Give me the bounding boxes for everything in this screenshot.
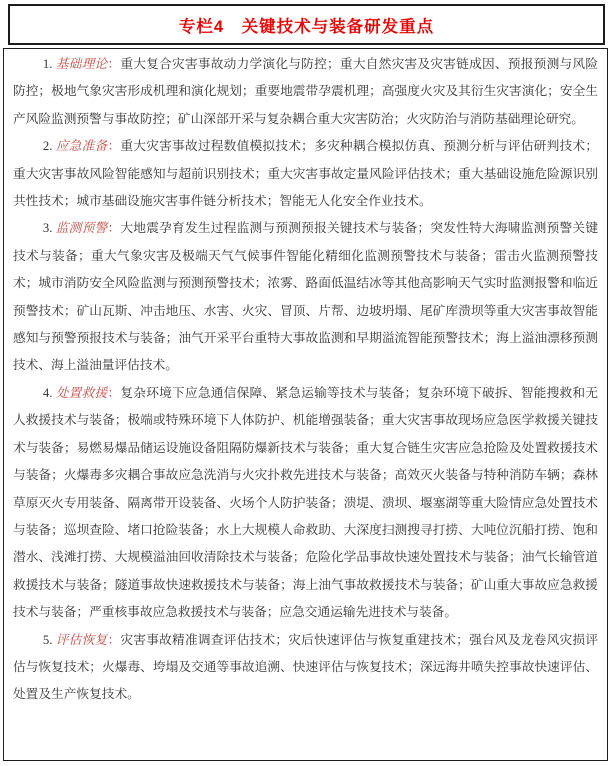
paragraph-basic-theory	[13, 51, 598, 133]
paragraph-text: 重大复合灾害事故动力学演化与防控；重大自然灾害及灾害链成因、预报预测与风险防控；极地气象灾害形成机理和演化规划；重要地震带孕震机理；高强度火灾及其衍生灾害演化；安全生产风险监测预警与事故防控；矿山深部开采与复杂耦合重大灾害防治；火灾防治与消防基础理论研究。	[13, 57, 599, 126]
paragraph-number: 5.	[42, 632, 53, 647]
paragraph-keyword: 处置救援	[55, 385, 108, 400]
paragraph-number: 2.	[42, 139, 53, 154]
paragraph-disposal-rescue	[13, 380, 598, 627]
paragraph-keyword: 监测预警	[55, 221, 108, 236]
panel-title-box	[8, 4, 605, 45]
paragraph-colon: ：	[107, 57, 121, 71]
paragraph-text: 重大灾害事故过程数值模拟技术；多灾种耦合模拟仿真、预测分析与评估研判技术；重大灾害事故风险智能感知与超前识别技术；重大灾害事故定量风险评估技术；重大基础设施危险源识别共性技术；城市基础设施灾害事件链分析技术；智能无人化安全作业技术。	[13, 139, 599, 209]
paragraph-colon: ：	[107, 385, 121, 400]
paragraph-emergency-preparedness	[13, 133, 598, 215]
paragraph-colon: ：	[107, 632, 121, 647]
paragraph-number: 3.	[42, 221, 53, 236]
panel-body-box	[3, 48, 608, 761]
paragraph-colon: ：	[107, 139, 121, 154]
paragraph-text: 大地震孕育发生过程监测与预测预报关键技术与装备；突发性特大海啸监测预警关键技术与装备；重大气象灾害及极端天气气候事件智能化精细化监测预警技术与装备；雷击火监测预警技术；城市消防安全风险监测与预测预警技术；浓雾、路面低温结冰等其他高影响天气实时监测报警和临近预警技术；矿山瓦斯、冲击地压、水害、火灾、冒顶、片帮、边坡坍塌、尾矿库溃坝等重大灾害事故智能感知与预警预报技术与装备；油气开采平台重特大事故监测和早期溢流智能预警技术；海上溢油漂移预测技术、海上溢油量评估技术。	[13, 221, 599, 373]
paragraph-keyword: 基础理论	[55, 57, 108, 71]
paragraph-keyword: 评估恢复	[55, 632, 108, 647]
paragraph-number: 4.	[42, 385, 53, 400]
paragraph-assessment-recovery	[13, 627, 598, 709]
panel-title: 专栏4 关键技术与装备研发重点	[178, 17, 435, 36]
paragraph-colon: ：	[107, 221, 121, 236]
paragraph-text: 灾害事故精准调查评估技术；灾后快速评估与恢复重建技术；强台风及龙卷风灾损评估与恢复技术；火爆毒、垮塌及交通等事故追溯、快速评估与恢复技术；深远海井喷失控事故快速评估、处置及生产恢复技术。	[13, 632, 599, 702]
paragraph-keyword: 应急准备	[55, 139, 108, 154]
paragraph-monitoring-warning	[13, 215, 598, 379]
paragraph-text: 复杂环境下应急通信保障、紧急运输等技术与装备；复杂环境下破拆、智能搜救和无人救援技术与装备；极端或特殊环境下人体防护、机能增强装备；重大灾害事故现场应急医学救援关键技术与装备；易燃易爆品储运设施设备阻隔防爆新技术与装备；重大复合链生灾害应急抢险及处置救援技术与装备；火爆毒多灾耦合事故应急洗消与火灾扑救先进技术与装备；高效灭火装备与特种消防车辆；森林草原灭火专用装备、隔离带开设装备、火场个人防护装备；溃堤、溃坝、堰塞湖等重大险情应急处置技术与装备；巡坝查险、堵口抢险装备；水上大规模人命救助、大深度扫测搜寻打捞、大吨位沉船打捞、饱和潜水、浅滩打捞、大规模溢油回收清除技术与装备；危险化学品事故快速处置技术与装备；油气长输管道救援技术与装备；隧道事故快速救援技术与装备；海上油气事故救援技术与装备；矿山重大事故应急救援技术与装备；严重核事故应急救援技术与装备；应急交通运输先进技术与装备。	[13, 385, 599, 620]
paragraph-number: 1.	[42, 57, 53, 71]
